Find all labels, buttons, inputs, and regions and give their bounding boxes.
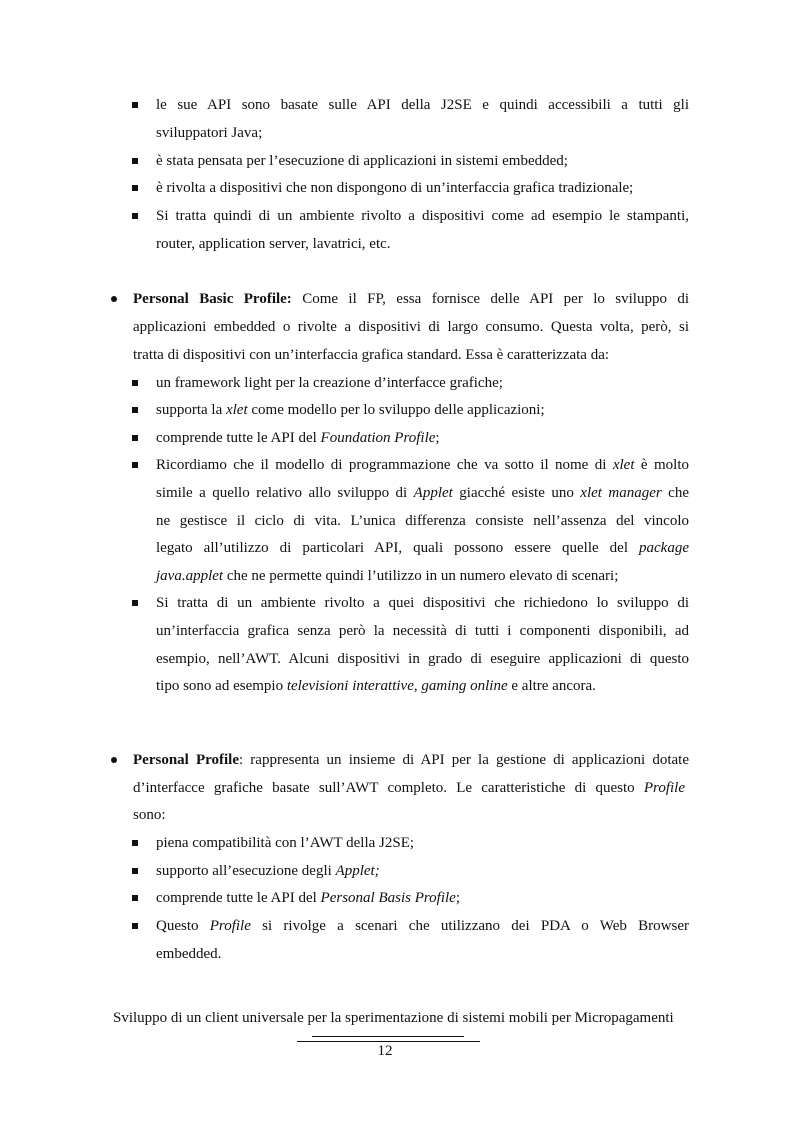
italic-term: package [639,540,689,556]
text-run: supporto all’esecuzione degli [156,863,336,879]
bullet-text [156,401,545,419]
square-bullet-icon [132,868,138,874]
text-run: giacché esiste uno [452,485,581,501]
text-run: ; [455,890,460,906]
square-bullet-icon [132,895,138,901]
square-bullet-icon [132,158,138,164]
text-run: d’interfacce grafiche basate sull’AWT completo. Le caratteristiche di questo [133,780,644,796]
italic-term: java.applet [156,568,224,584]
bullet-text: un framework light per la creazione d’interfacce grafiche; [156,375,503,391]
round-bullet-icon [111,296,117,302]
bullet-text: Si tratta di un ambiente rivolto a quei dispositivi che richiedono lo sviluppo di [156,595,689,611]
text-run: si rivolge a scenari che utilizzano dei PDA o Web Browser [250,918,689,934]
square-bullet-icon [132,462,138,468]
bullet-text [156,889,460,907]
text-run: Questo [156,918,210,934]
bullet-text: esempio, nell’AWT. Alcuni dispositivi in grado di eseguire applicazioni di questo [156,651,689,667]
text-run: ; [435,430,440,446]
bullet-text: è stata pensata per l’esecuzione di applicazioni in sistemi embedded; [156,153,568,169]
square-bullet-icon [132,213,138,219]
bullet-text [156,484,689,502]
italic-term: Applet; [335,863,380,879]
bullet-text: Si tratta quindi di un ambiente rivolto a dispositivi come ad esempio le stampanti, [156,208,689,224]
bullet-text: router, application server, lavatrici, etc. [156,236,391,252]
text-run: che ne permette quindi l’utilizzo in un numero elevato di scenari; [223,568,619,584]
bullet-text: un’interfaccia grafica senza però la necessità di tutti i componenti disponibili, ad [156,623,689,639]
italic-term: Profile [643,780,685,796]
text-run: e altre ancora. [507,678,596,694]
footer-title: Sviluppo di un client universale per la sperimentazione di sistemi mobili per Micropagamenti [113,1010,674,1026]
square-bullet-icon [132,185,138,191]
text-run: che [661,485,689,501]
square-bullet-icon [132,923,138,929]
italic-term: xlet [225,402,248,418]
square-bullet-icon [132,380,138,386]
paragraph-line: tratta di dispositivi con un’interfaccia grafica standard. Essa è caratterizzata da: [133,347,610,363]
square-bullet-icon [132,102,138,108]
paragraph-line [133,290,689,308]
section-term: Personal Basic Profile: [133,291,292,307]
bullet-text [156,567,618,585]
paragraph-line [133,779,685,797]
text-run: comprende tutte le API del [156,430,321,446]
italic-term: gaming online [421,678,508,694]
paragraph-line: applicazioni embedded o rivolte a dispositivi di largo consumo. Questa volta, però, si [133,319,689,335]
bullet-text [156,456,689,474]
italic-term: televisioni interattive [286,678,414,694]
square-bullet-icon [132,600,138,606]
bullet-text [156,862,380,880]
italic-term: xlet manager [580,485,662,501]
square-bullet-icon [132,840,138,846]
bullet-text: le sue API sono basate sulle API della J2SE e quindi accessibili a tutti gli [156,97,689,113]
italic-term: Profile [209,918,251,934]
bullet-text: ne gestisce il ciclo di vita. L’unica differenza consiste nell’assenza del vincolo [156,513,689,529]
italic-term: Personal Basis Profile [320,890,456,906]
text-run: tipo sono ad esempio [156,678,287,694]
bullet-text: è rivolta a dispositivi che non dispongono di un’interfaccia grafica tradizionale; [156,180,634,196]
bullet-text [156,917,689,935]
italic-term: Foundation Profile [320,430,436,446]
square-bullet-icon [132,435,138,441]
text-run: , [413,678,422,694]
paragraph-text: Come il FP, essa fornisce delle API per lo sviluppo di [291,291,689,307]
text-run: supporta la [156,402,226,418]
page-number: 12 [377,1043,393,1059]
footer-rule [312,1036,464,1037]
paragraph-line: sono: [133,807,166,823]
text-run: come modello per lo sviluppo delle applicazioni; [247,402,545,418]
bullet-text [156,539,689,557]
bullet-text: sviluppatori Java; [156,125,263,141]
text-run: comprende tutte le API del [156,890,321,906]
round-bullet-icon [111,757,117,763]
section-term: Personal Profile [133,752,239,768]
bullet-text [156,677,596,695]
bullet-text: piena compatibilità con l’AWT della J2SE; [156,835,415,851]
text-run: è molto [634,457,689,473]
bullet-text: embedded. [156,946,222,962]
paragraph-text: : rappresenta un insieme di API per la gestione di applicazioni dotate [239,752,689,768]
paragraph-line [133,751,689,769]
text-run: Ricordiamo che il modello di programmazione che va sotto il nome di [156,457,613,473]
text-run: legato all’utilizzo di particolari API, quali possono essere quelle del [156,540,640,556]
italic-term: Applet [413,485,453,501]
text-run: simile a quello relativo allo sviluppo di [156,485,414,501]
bullet-text [156,429,440,447]
italic-term: xlet [612,457,635,473]
square-bullet-icon [132,407,138,413]
